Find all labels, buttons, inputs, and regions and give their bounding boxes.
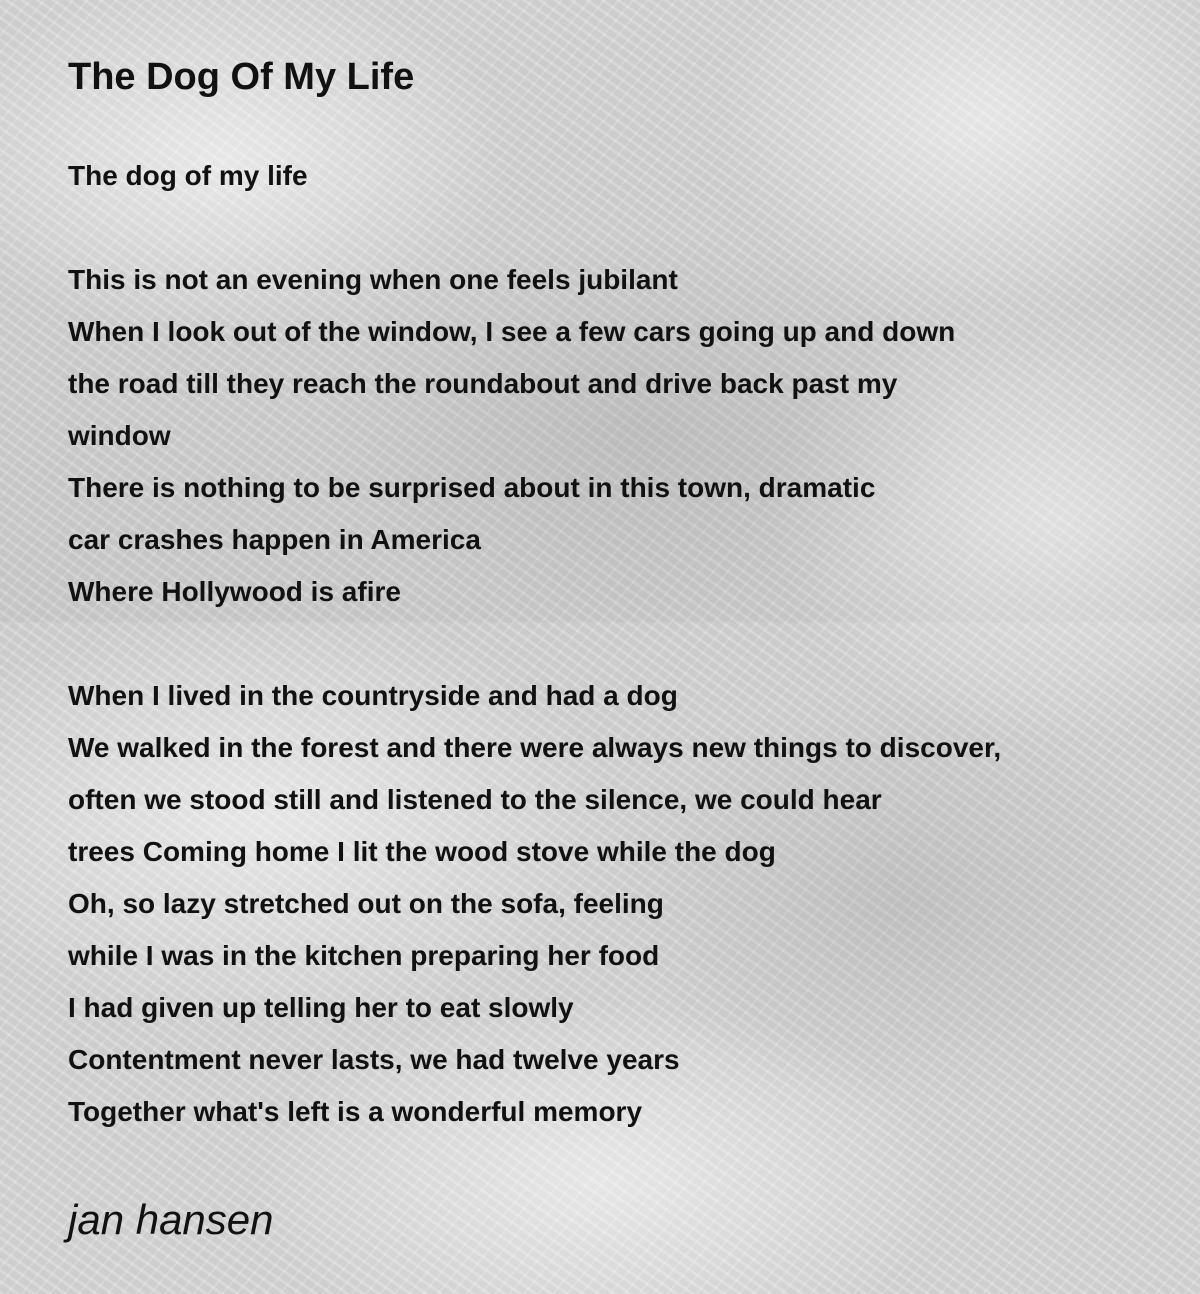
stanza-break [68, 202, 1178, 254]
poem-body [68, 150, 1178, 1138]
poem-title: The Dog Of My Life [68, 56, 415, 98]
poem-line: We walked in the forest and there were always new things to discover, [68, 732, 1002, 763]
poem-line: often we stood still and listened to the silence, we could hear [68, 784, 882, 815]
poem-line: trees Coming home I lit the wood stove while the dog [68, 836, 776, 867]
poem-line: There is nothing to be surprised about in this town, dramatic [68, 472, 876, 503]
poem-line: Together what's left is a wonderful memory [68, 1096, 643, 1127]
poem-line: car crashes happen in America [68, 524, 481, 555]
poem-line: Where Hollywood is afire [68, 576, 401, 607]
poem-line: When I lived in the countryside and had a dog [68, 680, 678, 711]
poem-line: while I was in the kitchen preparing her food [68, 940, 660, 971]
poem-line: When I look out of the window, I see a few cars going up and down [68, 316, 956, 347]
poem-line: the road till they reach the roundabout and drive back past my [68, 368, 898, 399]
poem-line: Contentment never lasts, we had twelve years [68, 1044, 680, 1075]
poem-line: Oh, so lazy stretched out on the sofa, feeling [68, 888, 664, 919]
poem-line: The dog of my life [68, 160, 308, 191]
poem-author: jan hansen [68, 1196, 274, 1243]
stanza-break [68, 618, 1178, 670]
poem-line: window [68, 420, 171, 451]
poem-line: This is not an evening when one feels jubilant [68, 264, 678, 295]
poem-line: I had given up telling her to eat slowly [68, 992, 574, 1023]
